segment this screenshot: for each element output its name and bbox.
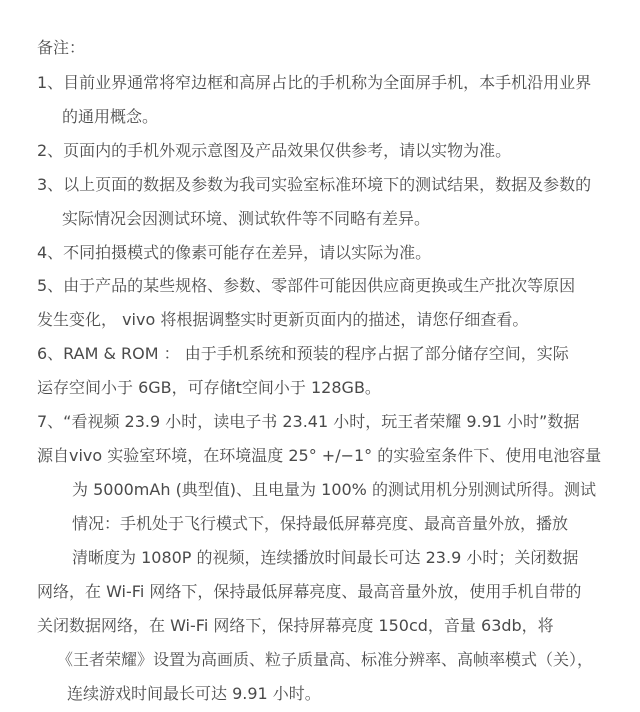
note-line: 情况：手机处于飞行模式下，保持最低屏幕亮度、最高音量外放，播放 bbox=[72, 514, 569, 533]
note-line: 2、页面内的手机外观示意图及产品效果仅供参考，请以实物为准。 bbox=[37, 141, 512, 160]
note-line: 3、以上页面的数据及参数为我司实验室标准环境下的测试结果，数据及参数的 bbox=[37, 175, 592, 194]
note-line: 为 5000mAh (典型值)、且电量为 100% 的测试用机分别测试所得。测试 bbox=[72, 480, 596, 499]
note-line: 6、RAM & ROM ： 由于手机系统和预装的程序占据了部分储存空间，实际 bbox=[37, 344, 569, 363]
notes-title: 备注： bbox=[37, 38, 86, 57]
note-line: 实际情况会因测试环境、测试软件等不同略有差异。 bbox=[62, 209, 431, 228]
note-line: 4、不同拍摄模式的像素可能存在差异，请以实际为准。 bbox=[37, 243, 432, 262]
note-line: 发生变化， vivo 将根据调整实时更新页面内的描述，请您仔细查看。 bbox=[37, 310, 529, 329]
note-line: 源自vivo 实验室环境，在环境温度 25° +/−1° 的实验室条件下、使用电池容量 bbox=[37, 446, 602, 465]
note-line: 网络，在 Wi-Fi 网络下，保持最低屏幕亮度、最高音量外放，使用手机自带的 bbox=[37, 582, 582, 601]
note-line: 《王者荣耀》设置为高画质、粒子质量高、标准分辨率、高帧率模式（关）， bbox=[57, 650, 594, 669]
note-line: 的通用概念。 bbox=[62, 107, 159, 126]
note-line: 连续游戏时间最长可达 9.91 小时。 bbox=[67, 684, 321, 703]
note-line: 5、由于产品的某些规格、参数、零部件可能因供应商更换或生产批次等原因 bbox=[37, 276, 576, 295]
note-line: 关闭数据网络，在 Wi-Fi 网络下，保持屏幕亮度 150cd，音量 63db，将 bbox=[37, 616, 554, 635]
note-line: 7、“看视频 23.9 小时，读电子书 23.41 小时，玩王者荣耀 9.91 小时”数据 bbox=[37, 412, 580, 431]
note-line: 运存空间小于 6GB，可存储t空间小于 128GB。 bbox=[37, 378, 381, 397]
note-line: 1、目前业界通常将窄边框和高屏占比的手机称为全面屏手机，本手机沿用业界 bbox=[37, 73, 592, 92]
note-line: 清晰度为 1080P 的视频，连续播放时间最长可达 23.9 小时；关闭数据 bbox=[72, 548, 579, 567]
